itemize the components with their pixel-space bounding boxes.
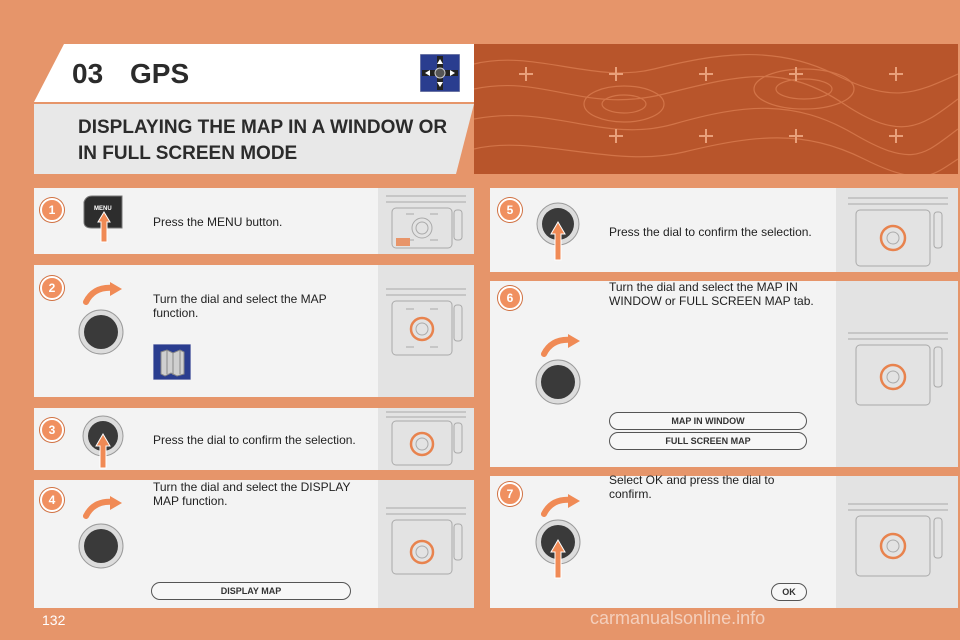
menu-button-graphic [82, 194, 126, 244]
topographic-decoration [474, 44, 958, 174]
step-4-panel-side [378, 480, 474, 608]
rotary-dial-press-icon [535, 200, 581, 262]
radio-panel-illustration [378, 408, 474, 470]
rotary-dial-turn-icon [74, 494, 126, 570]
radio-panel-illustration [378, 188, 474, 254]
step-2-text: Turn the dial and select the MAP function. [153, 292, 327, 320]
display-map-option[interactable]: DISPLAY MAP [151, 582, 351, 600]
rotary-dial-turn-icon [74, 280, 126, 356]
map-function-icon [153, 344, 191, 380]
step-6-text: Turn the dial and select the MAP IN WINDOW or FULL SCREEN MAP tab. [609, 280, 814, 308]
radio-panel-illustration [836, 476, 958, 608]
step-1-number-badge: 1 [40, 198, 64, 222]
page-number: 132 [42, 612, 66, 628]
step-2-number-badge: 2 [40, 276, 64, 300]
rotary-dial-press-icon [80, 414, 126, 470]
step-5-panel-side [836, 188, 958, 272]
section-title-line-1: DISPLAYING THE MAP IN A WINDOW OR [78, 117, 448, 138]
step-1-text: Press the MENU button. [153, 215, 283, 229]
step-3-panel-side [378, 408, 474, 470]
rotary-dial-turn-press-icon [530, 494, 586, 580]
step-5-text: Press the dial to confirm the selection. [609, 225, 812, 239]
full-screen-map-option[interactable]: FULL SCREEN MAP [609, 432, 807, 450]
radio-panel-illustration [836, 281, 958, 467]
watermark-text: carmanualsonline.info [590, 608, 766, 628]
menu-button-label: MENU [94, 206, 112, 212]
step-7-number-badge: 7 [498, 482, 522, 506]
ok-option[interactable]: OK [771, 583, 807, 601]
step-7-panel-side [836, 476, 958, 608]
step-6-panel-side [836, 281, 958, 467]
step-3-text: Press the dial to confirm the selection. [153, 433, 356, 447]
step-7-text: Select OK and press the dial to confirm. [609, 473, 775, 501]
step-4-text: Turn the dial and select the DISPLAY MAP function. [153, 480, 351, 508]
chapter-number: 03 [72, 58, 104, 89]
rotary-dial-turn-icon [530, 330, 586, 406]
gps-chapter-icon [420, 54, 460, 92]
step-2-panel-side [378, 265, 474, 397]
map-in-window-option[interactable]: MAP IN WINDOW [609, 412, 807, 430]
radio-panel-illustration [836, 188, 958, 272]
step-1-panel-side [378, 188, 474, 254]
step-6-number-badge: 6 [498, 286, 522, 310]
radio-panel-illustration [378, 265, 474, 397]
section-title-line-2: IN FULL SCREEN MODE [78, 143, 298, 164]
step-4-number-badge: 4 [40, 488, 64, 512]
radio-panel-illustration [378, 480, 474, 608]
step-3-number-badge: 3 [40, 418, 64, 442]
step-5-number-badge: 5 [498, 198, 522, 222]
chapter-title: GPS [130, 58, 190, 89]
